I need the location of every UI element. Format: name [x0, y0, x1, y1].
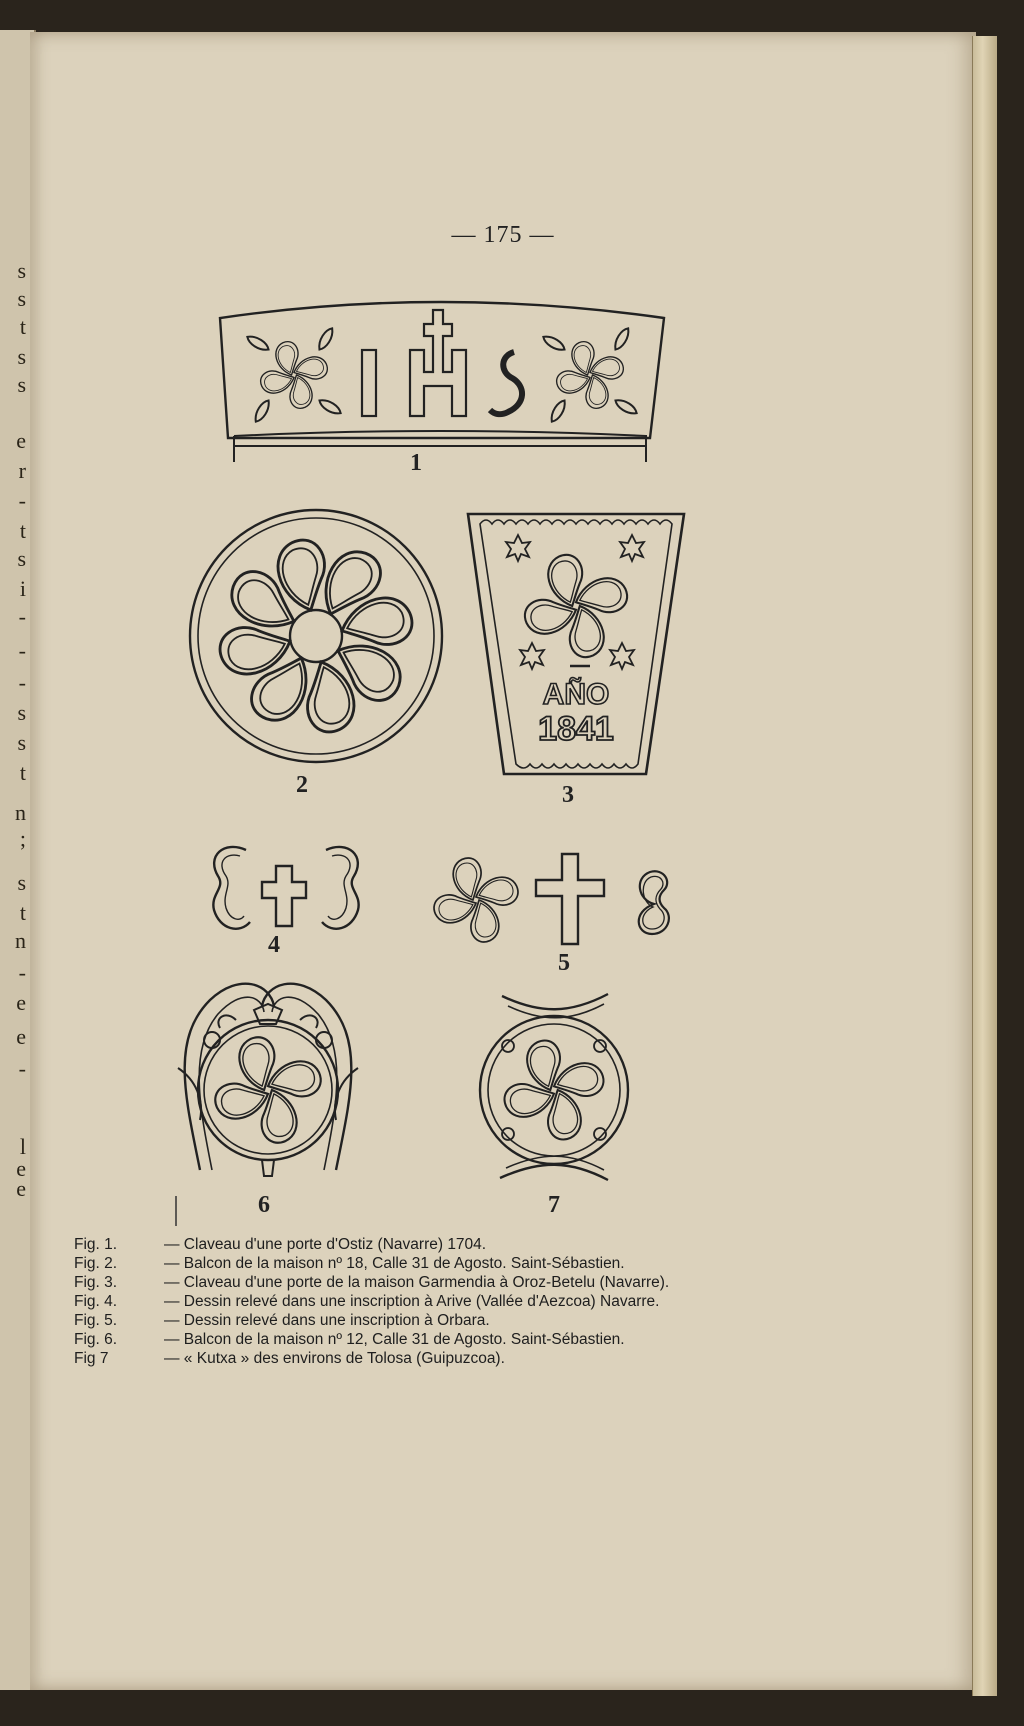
margin-letter: -: [18, 488, 26, 513]
figure-3-number: 3: [562, 782, 574, 808]
figure-4-number: 4: [268, 932, 280, 958]
caption-label: Fig 7: [74, 1350, 109, 1367]
margin-letter: -: [18, 604, 26, 629]
letter-i-shape: [362, 350, 376, 416]
figure-3-inscription-year: 1841: [538, 710, 614, 748]
margin-letter: e: [16, 1024, 26, 1049]
figure-5-number: 5: [558, 950, 570, 976]
figure-6-drawing: [178, 984, 358, 1176]
caption-text: — Dessin relevé dans une inscription à Orbara.: [164, 1312, 490, 1329]
figure-captions: [74, 1235, 854, 1368]
margin-letter: n: [15, 800, 26, 825]
margin-letter: l: [19, 1134, 26, 1159]
figure-4-drawing: [213, 847, 358, 929]
caption-text: — Dessin relevé dans une inscription à Arive (Vallée d'Aezcoa) Navarre.: [164, 1293, 660, 1310]
margin-letter: i: [19, 576, 26, 601]
margin-letter: -: [18, 1056, 26, 1081]
caption-row: [74, 1292, 854, 1311]
margin-letter: n: [15, 928, 26, 953]
caption-label: Fig. 6.: [74, 1331, 118, 1348]
caption-row: [74, 1349, 854, 1368]
caption-row: [74, 1330, 854, 1349]
caption-row: [74, 1235, 854, 1254]
margin-letter: t: [19, 760, 26, 785]
figure-1-drawing: [220, 302, 664, 462]
figure-7-number: 7: [548, 1192, 560, 1218]
figure-2-drawing: [190, 510, 442, 762]
margin-letter: t: [19, 900, 26, 925]
margin-letter: s: [17, 546, 26, 571]
margin-letter: s: [17, 730, 26, 755]
letter-h-cross-shape: [410, 310, 466, 416]
caption-text: — Balcon de la maison nº 12, Calle 31 de Agosto. Saint-Sébastien.: [164, 1331, 625, 1348]
caption-text: — Claveau d'une porte de la maison Garmendia à Oroz-Betelu (Navarre).: [164, 1274, 670, 1291]
caption-label: Fig. 5.: [74, 1312, 118, 1329]
margin-letter: -: [18, 638, 26, 663]
margin-letter: -: [18, 960, 26, 985]
margin-letter: s: [17, 700, 26, 725]
caption-label: Fig. 2.: [74, 1255, 118, 1272]
caption-label: Fig. 4.: [74, 1293, 118, 1310]
caption-row: [74, 1311, 854, 1330]
caption-text: — « Kutxa » des environs de Tolosa (Guipuzcoa).: [164, 1350, 505, 1367]
figure-1-number: 1: [410, 450, 422, 476]
figure-5-drawing: [434, 854, 669, 944]
figure-7-drawing: [480, 994, 628, 1180]
margin-letter: ;: [19, 826, 26, 851]
margin-letter: s: [17, 870, 26, 895]
margin-letter: t: [19, 314, 26, 339]
margin-letter: s: [17, 286, 26, 311]
margin-letter: -: [18, 670, 26, 695]
margin-letter: e: [16, 990, 26, 1015]
caption-label: Fig. 3.: [74, 1274, 118, 1291]
figure-2-number: 2: [296, 772, 308, 798]
margin-letter: s: [17, 258, 26, 283]
caption-row: [74, 1254, 854, 1273]
margin-letter: e: [16, 428, 26, 453]
page-number: — 175 —: [451, 222, 555, 248]
caption-label: Fig. 1.: [74, 1236, 118, 1253]
margin-letter: t: [19, 518, 26, 543]
caption-text: — Balcon de la maison nº 18, Calle 31 de Agosto. Saint-Sébastien.: [164, 1255, 625, 1272]
caption-text: — Claveau d'une porte d'Ostiz (Navarre) 1704.: [164, 1236, 487, 1253]
margin-letter: s: [17, 344, 26, 369]
caption-row: [74, 1273, 854, 1292]
figure-3-inscription-year-label: AÑO: [542, 678, 610, 711]
margin-letter: s: [17, 372, 26, 397]
figure-6-number: 6: [258, 1192, 270, 1218]
margin-letter: e: [16, 1156, 26, 1181]
margin-letter: e: [16, 1176, 26, 1201]
margin-letter: r: [18, 458, 26, 483]
figure-3-drawing: [468, 514, 684, 774]
